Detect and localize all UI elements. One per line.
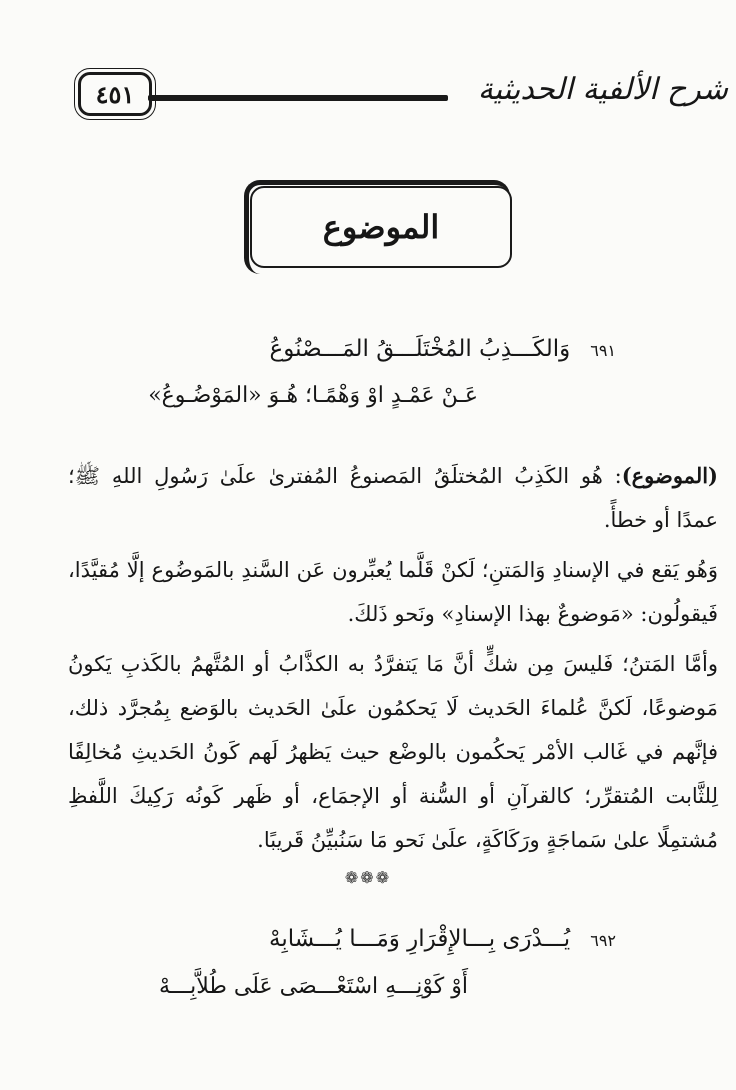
page-number-box <box>78 72 152 116</box>
chapter-frame <box>250 186 512 268</box>
commentary-paragraph <box>68 454 718 542</box>
verse-text: عَـنْ عَمْـدٍ اوْ وَهْمًـا؛ هُـوَ «المَوْضُـوعُ» <box>148 383 478 408</box>
book-title: شرح الألفية الحديثية <box>477 72 728 107</box>
verse-text: يُـــدْرَى بِـــالإِقْرَارِ وَمَـــا يُـــشَابِهْ <box>269 926 571 952</box>
verse-line <box>269 926 616 952</box>
verse-line <box>159 974 468 999</box>
paragraph-text: : هُو الكَذِبُ المُختلَقُ المَصنوعُ المُفترىٰ علَىٰ رَسُولِ اللهِ ﷺ؛ عمدًا أو خطأً. <box>68 464 718 532</box>
defined-term: (الموضوع) <box>621 463 718 488</box>
verse-number: ٦٩١ <box>590 341 616 360</box>
chapter-title: الموضوع <box>322 208 440 246</box>
commentary-paragraph <box>68 642 718 862</box>
paragraph-text: وَهُو يَقع في الإسنادِ وَالمَتنِ؛ لَكنْ قَلَّما يُعبِّرون عَن السَّندِ بالمَوضُوع إلَّا مُقيَّدًا، فَيقولُون: «مَوضوعٌ بهذا الإسنادِ» ونَحو ذَلكَ. <box>68 558 718 626</box>
verse-line <box>148 383 478 408</box>
commentary-paragraph <box>68 548 718 636</box>
separator-ornament: ❁❁❁ <box>344 868 392 887</box>
verse-line <box>270 336 616 362</box>
paragraph-text: وأمَّا المَتنُ؛ فَليسَ مِن شكٍّ أنَّ مَا يَتفرَّدُ به الكذَّابُ أو المُتَّهمُ بالكَذبِ يَكونُ مَوضوعًا، لَكنَّ عُلماءَ الحَديث لَا يَحكمُون علَىٰ الحَديث بالوَضع بِمُجرَّد ذلك، فإنَّهم في غَالب الأمْر يَحكُمون بالوضْع حيث يَظهرُ لَهم كَونُ الحَديثِ مُخالِفًا لِلثَّابت المُتقرِّر؛ كالقرآنِ أو السُّنة أو الإجمَاع، أو ظَهر كَونُه رَكِيكَ اللَّفظِ مُشتمِلًا علىٰ سَماجَةٍ ورَكَاكَةٍ، علَىٰ نَحو مَا سَنُبيِّنُ قَريبًا. <box>68 652 718 852</box>
verse-number: ٦٩٢ <box>590 931 616 950</box>
verse-text: وَالكَـــذِبُ المُخْتَلَـــقُ المَـــصْنُوعُ <box>269 336 571 362</box>
page-number: ٤٥١ <box>95 79 135 109</box>
verse-text: أَوْ كَوْنِـــهِ اسْتَعْـــصَى عَلَى طُلاَّبِـــهْ <box>159 974 468 999</box>
header-rule <box>148 95 448 101</box>
